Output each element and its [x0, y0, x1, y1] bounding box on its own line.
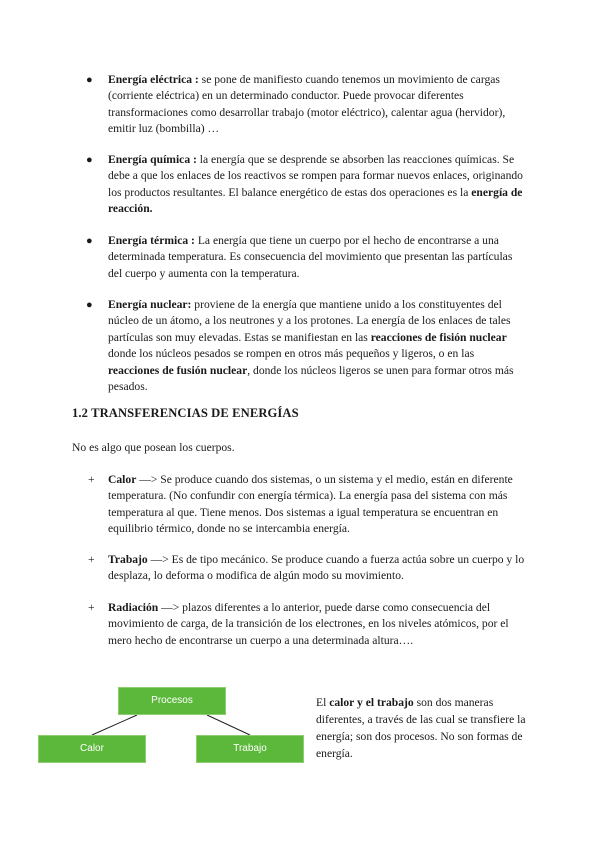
- diagram-box-procesos: Procesos: [118, 687, 226, 715]
- diagram-box-trabajo: Trabajo: [196, 735, 304, 763]
- item-text: se pone de manifiesto cuando tenemos un movimiento de cargas (corriente eléctrica) en un determinado conductor. Puede provocar diferentes transformaciones como desarrollar trabajo (motor eléctrico), calentar agua (hervidor), emitir luz (bombilla) …: [108, 73, 506, 136]
- bullet-icon: ●: [86, 74, 93, 86]
- transfer-item-calor: [88, 472, 528, 538]
- energy-item-quimica: [86, 152, 528, 218]
- plus-icon: +: [88, 601, 95, 614]
- item-text: —> Se produce cuando dos sistemas, o un sistema y el medio, están en diferente temperatura. (No confundir con energía térmica). La energía pasa del sistema con más temperatura al que. Tiene menos. Dos sistemas a igual temperatura se encuentran en equilibrio térmico, donde no se intercambia energía.: [108, 473, 513, 536]
- connector-line-right: [207, 715, 250, 735]
- item-text: La energía que tiene un cuerpo por el hecho de encontrarse a una determinada temperatura. Es consecuencia del movimiento que presentan las partículas del cuerpo y aumenta con la temperatura.: [108, 234, 513, 280]
- item-title: Energía química :: [108, 153, 197, 166]
- bullet-icon: ●: [86, 235, 93, 247]
- item-bold-1: reacciones de fisión nuclear: [370, 330, 507, 344]
- item-bold-2: reacciones de fusión nuclear: [108, 363, 248, 377]
- item-title: Calor: [108, 473, 137, 486]
- item-title: Radiación: [108, 601, 159, 614]
- item-title: Energía nuclear:: [108, 298, 192, 311]
- energy-item-termica: [86, 233, 528, 282]
- energy-item-nuclear: [86, 297, 528, 395]
- side-note-bold: calor y el trabajo: [329, 696, 414, 709]
- bullet-icon: ●: [86, 299, 93, 311]
- intro-text: No es algo que posean los cuerpos.: [72, 441, 235, 454]
- item-title: Energía eléctrica :: [108, 73, 199, 86]
- bullet-icon: ●: [86, 154, 93, 166]
- plus-icon: +: [88, 473, 95, 486]
- side-note: [316, 694, 536, 762]
- item-bold-end: energía de reacción.: [108, 185, 523, 216]
- item-text-3: , donde los núcleos ligeros se unen para formar otros más pesados.: [108, 363, 514, 394]
- energy-item-electrica: [86, 72, 528, 138]
- transfer-item-radiacion: [88, 600, 528, 649]
- process-diagram: [36, 685, 298, 765]
- side-note-post: son dos maneras diferentes, a través de las cual se transfiere la energía; son dos procesos. No son formas de energía.: [316, 696, 526, 760]
- item-text-1: proviene de la energía que mantiene unido a los constituyentes del núcleo de un átomo, a los neutrones y a los protones. La energía de los enlaces de tales partículas son muy elevadas. Estas se manifiestan en las: [108, 298, 511, 344]
- item-text: la energía que se desprende se absorben las reacciones químicas. Se debe a que los enlaces de los reactivos se rompen para formar nuevos enlaces, originando los productos resultantes. El balance energético de estas dos operaciones es la: [108, 153, 523, 199]
- plus-icon: +: [88, 553, 95, 566]
- section-heading: 1.2 TRANSFERENCIAS DE ENERGÍAS: [72, 406, 299, 420]
- item-text-2: donde los núcleos pesados se rompen en otros más pequeños y ligeros, o en las: [108, 347, 475, 361]
- connector-line-left: [92, 715, 137, 735]
- item-text: —> plazos diferentes a lo anterior, puede darse como consecuencia del movimiento de carga, de la transición de los electrones, en los niveles atómicos, por el mero hecho de encontrarse un cuerpo a una determinada altura….: [108, 601, 509, 647]
- side-note-pre: El: [316, 696, 330, 709]
- item-title: Trabajo: [108, 553, 148, 566]
- transfer-item-trabajo: [88, 552, 528, 585]
- diagram-box-calor: Calor: [38, 735, 146, 763]
- item-text: —> Es de tipo mecánico. Se produce cuando a fuerza actúa sobre un cuerpo y lo desplaza, lo deforma o modifica de algún modo su movimiento.: [108, 553, 525, 583]
- item-title: Energía térmica :: [108, 234, 195, 247]
